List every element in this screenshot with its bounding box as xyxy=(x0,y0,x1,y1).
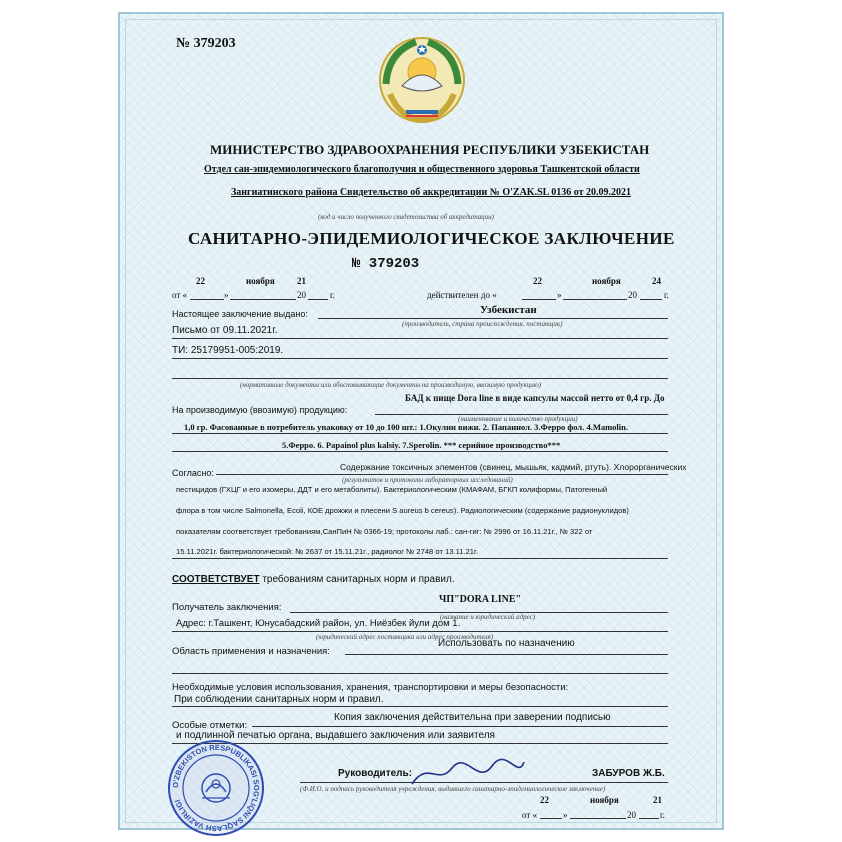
product-label: На производимую (ввозимую) продукцию: xyxy=(172,405,348,415)
head-label: Руководитель: xyxy=(338,768,412,779)
conforms-line xyxy=(172,574,455,585)
address-line: Адрес: г.Ташкент, Юнусабадский район, ул. Ниёзбек йули дом 1. xyxy=(176,618,461,629)
agreed-line-1: Содержание токсичных элементов (свинец, мышьяк, кадмий, ртуть). Хлорорганических xyxy=(340,462,687,472)
district-line: Зангиатинского района Свидетельство об аккредитации № O'ZAK.SL 0136 от 20.09.2021 xyxy=(231,187,632,198)
serial-number: № 379203 xyxy=(176,36,236,51)
hint-lab: (результатов и протоколы лабораторных исследований) xyxy=(342,476,513,484)
conforms-rest: требованиям санитарных норм и правил. xyxy=(262,574,455,585)
hint-head: (Ф.И.О. и подпись руководителя учреждения, выдавшего санитарно-эпидемиологическое заключение) xyxy=(300,785,606,793)
hint-address: (юридический адрес поставщика или адрес производителя) xyxy=(316,633,494,641)
svg-text:O'ZBEKISTON RESPUBLIKASI SOG'L: O'ZBEKISTON RESPUBLIKASI SOG'LIQNI SAQLASH VAZIRLIGI xyxy=(170,742,262,834)
hint-issued: (производитель, страна происхождения, поставщик) xyxy=(402,320,563,328)
head-name: ЗАБУРОВ Ж.Б. xyxy=(592,768,665,779)
page: № 379203 МИНИСТЕРСТВО ЗДРАВООХРАНЕНИЯ РЕСПУБЛИКИ УЗБЕКИСТАН Отдел сан-эпидемиологического благополучия и общественного здоровья Ташкентской области Зангиатинского района Свидетельство об аккредитации № O'ZAK.SL 0136 от 20.09.2021 (код и число полученного свидетельства об аккредитации) САНИТАРНО-ЭПИДЕМИОЛОГИЧЕСКОЕ ЗАКЛЮЧЕНИЕ № 379203 22 ноября 21 от « » 20 г. 22 ноября 24 действителен до « » 20 г. Настоящее заключение выдано: Узбекистан (производитель, страна происхождения, поставщик) Письмо от 09.11.2021г. ТИ: 25179951-005:2019. (нормативные документы или обосновывающие документы на производимую, ввозимую продукцию) БАД к пище Dora line в виде капсулы массой нетто от 0,4 гр. До На производимую (ввозимую) продукцию: (наименование и количество продукции) 1,0 гр. Фасованные в потребитель упаковку от 10 до 100 шт.: 1.Окулин вижн. 2. Папаннол. 3.Ферро фол. 4.Mamolin. 5.Ферро. 6. Papainol plus kalsiy. 7.Sperolin. *** серийное производство*** Содержание токсичных элементов (свинец, мышьяк, кадмий, ртуть). Хлорорганических Согласно: (результатов и протоколы лабораторных исследований) пестицидов (ГХЦГ и его изомеры, ДДТ и его метаболиты). Бактериологическим (КМАФАМ, БГКП колиформы, Патогенный флора в том числе Salmonella, Ecoli, КОЕ дрожжи и плесени S aureus b cereus). Радиологическим (содержание радионуклидов) показателям соответствует требованиям,СанПиН № 0366-19; протоколы лаб.: сан-гиг: № 2996 от 16.11.21г., № 322 от 15.11.2021г. бактериологической: № 2637 от 15.11.21г., радиолог № 2748 от 13.11.21г. СООТВЕТСТВУЕТ требованиям санитарных норм и правил. ЧП"DORA LINE" Получатель заключения: (название и юридический адрес) Адрес: г.Ташкент, Юнусабадский район, ул. Ниёзбек йули дом 1. (юридический адрес поставщика или адрес производителя) Использовать по назначению Область применения и назначения: Необходимые условия использования, хранения, транспортировки и меры безопасности: При соблюдении санитарных норм и правил. Копия заключения действительна при заверении подписью Особые отметки: и подлинной печатью органа, выдавшего заключения или заявителя Руководитель: ЗАБУРОВ Ж.Б. (Ф.И.О. и подпись руководителя учреждения, выдавшего санитарно-эпидемиологическое заключение) 22 ноября 21 от « » 20 г. O'ZBEKISTON RESPUBLIKASI SOG'LIQNI SAQLASH VAZIRLIGI xyxy=(0,0,842,842)
hint-normative: (нормативные документы или обосновывающие документы на производимую, ввозимую продукцию) xyxy=(240,381,542,389)
conforms-bold: СООТВЕТСТВУЕТ xyxy=(172,574,260,585)
letter-line: Письмо от 09.11.2021г. xyxy=(172,325,278,336)
certificate-sheet xyxy=(118,12,724,830)
state-emblem xyxy=(376,34,468,126)
scope-value: Использовать по назначению xyxy=(438,638,575,649)
hint-product: (наименование и количество продукции) xyxy=(458,415,578,423)
issued-to-label: Настоящее заключение выдано: xyxy=(172,309,308,319)
agreed-line-5: 15.11.2021г. бактериологической: № 2637 от 15.11.21г., радиолог № 2748 от 13.11.21г. xyxy=(176,547,478,556)
recipient-label: Получатель заключения: xyxy=(172,602,282,613)
agreed-line-4: показателям соответствует требованиям,СанПиН № 0366-19; протоколы лаб.: сан-гиг: № 2996 от 16.11.21г., № 322 от xyxy=(176,527,593,536)
department-line: Отдел сан-эпидемиологического благополучия и общественного здоровья Ташкентской области xyxy=(204,164,640,175)
special-label: Особые отметки: xyxy=(172,720,248,731)
hint-accreditation: (код и число полученного свидетельства об аккредитации) xyxy=(318,213,494,221)
official-stamp xyxy=(166,738,266,838)
special-value-2: и подлинной печатью органа, выдавшего заключения или заявителя xyxy=(176,730,495,741)
issued-to-value: Узбекистан xyxy=(480,304,537,316)
product-line-2: 1,0 гр. Фасованные в потребитель упаковку от 10 до 100 шт.: 1.Окулин вижн. 2. Папаннол. 3.Ферро фол. 4.Mamolin. xyxy=(184,422,629,432)
product-line-3: 5.Ферро. 6. Papainol plus kalsiy. 7.Sperolin. *** серийное производство*** xyxy=(282,440,561,450)
ministry-title: МИНИСТЕРСТВО ЗДРАВООХРАНЕНИЯ РЕСПУБЛИКИ УЗБЕКИСТАН xyxy=(210,142,650,157)
conditions-label: Необходимые условия использования, хранения, транспортировки и меры безопасности: xyxy=(172,682,569,693)
document-title: САНИТАРНО-ЭПИДЕМИОЛОГИЧЕСКОЕ ЗАКЛЮЧЕНИЕ xyxy=(188,229,675,248)
hint-recipient: (название и юридический адрес) xyxy=(440,613,536,621)
agreed-line-2: пестицидов (ГХЦГ и его изомеры, ДДТ и его метаболиты). Бактериологическим (КМАФАМ, БГКП колиформы, Патогенный xyxy=(176,485,608,494)
stamp-icon xyxy=(166,738,266,838)
document-number: № 379203 xyxy=(352,256,420,272)
product-line-1: БАД к пище Dora line в виде капсулы массой нетто от 0,4 гр. До xyxy=(405,393,665,403)
conditions-value: При соблюдении санитарных норм и правил. xyxy=(174,694,384,705)
agreed-line-3: флора в том числе Salmonella, Ecoli, КОЕ дрожжи и плесени S aureus b cereus). Радиологическим (содержание радионуклидов) xyxy=(176,506,629,515)
scope-label: Область применения и назначения: xyxy=(172,646,330,657)
recipient-value: ЧП"DORA LINE" xyxy=(439,594,522,605)
signature-scribble xyxy=(408,756,528,792)
ti-line: ТИ: 25179951-005:2019. xyxy=(172,345,284,356)
signature-icon xyxy=(408,756,528,792)
emblem-icon xyxy=(376,34,468,126)
special-value-1: Копия заключения действительна при заверении подписью xyxy=(334,712,611,723)
agreed-label: Согласно: xyxy=(172,468,214,478)
